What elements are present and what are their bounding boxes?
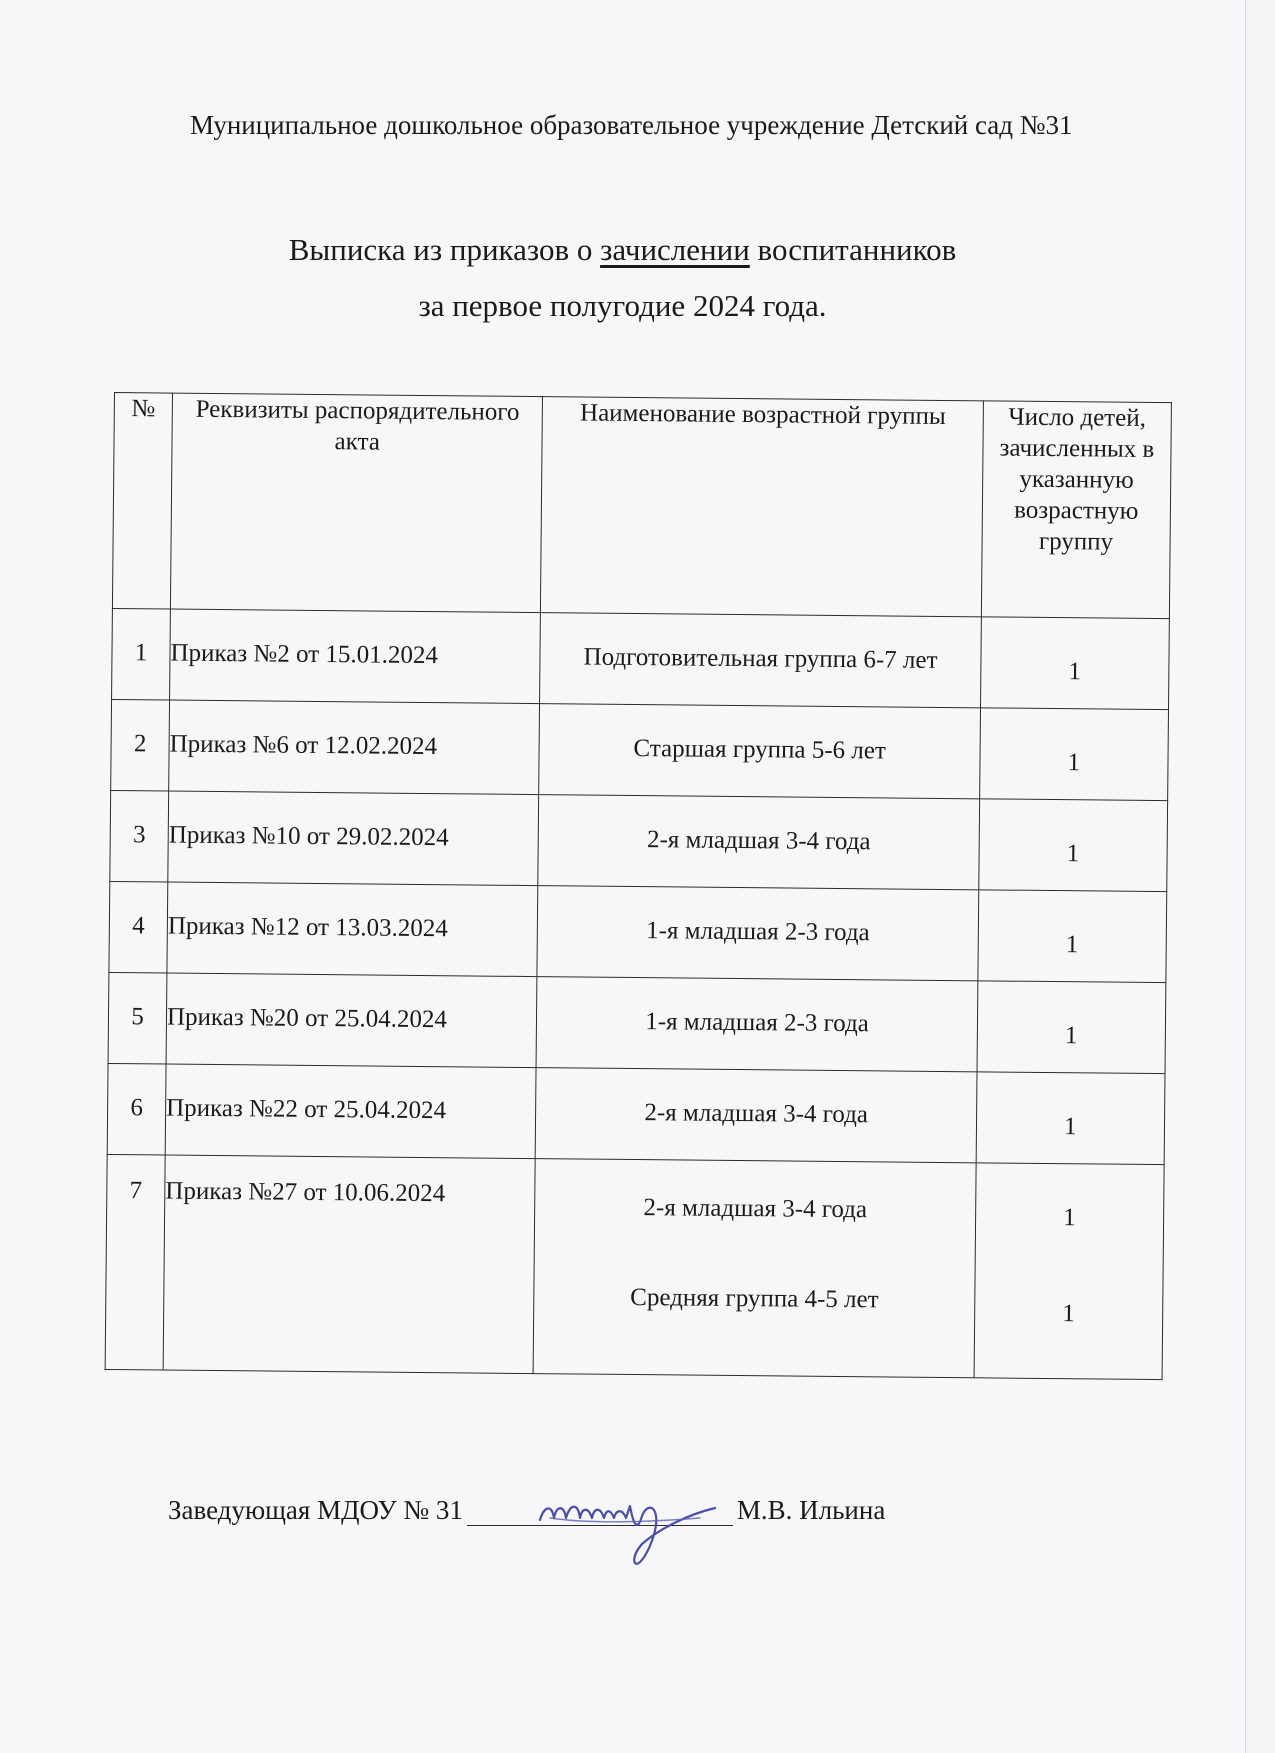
age-group: 1-я младшая 2-3 года — [536, 977, 977, 1072]
age-group: 2-я младшая 3-4 года — [643, 1194, 868, 1224]
organization-name: Муниципальное дошкольное образовательное учреждение Детский сад №31 — [190, 110, 1073, 140]
row-number: 3 — [110, 790, 169, 882]
row-number: 6 — [107, 1063, 166, 1155]
table-row — [111, 699, 1169, 800]
children-count: 1 — [979, 799, 1168, 892]
document-title — [0, 222, 1245, 334]
age-group: 2-я младшая 3-4 года — [536, 1068, 977, 1163]
row-number: 2 — [111, 699, 170, 791]
orders-table — [105, 392, 1172, 1380]
order-details: Приказ №27 от 10.06.2024 — [163, 1155, 535, 1374]
children-count: 1 — [978, 890, 1167, 983]
age-group-second: Средняя группа 4-5 лет — [630, 1283, 879, 1314]
title-line-1 — [0, 222, 1245, 278]
children-count-cell — [974, 1163, 1164, 1380]
row-number: 7 — [105, 1154, 165, 1370]
title-after: воспитанников — [749, 232, 957, 267]
children-count: 1 — [979, 708, 1168, 801]
age-group: 1-я младшая 2-3 года — [537, 886, 978, 981]
title-line-2: за первое полугодие 2024 года. — [418, 288, 827, 323]
children-count: 1 — [976, 1072, 1165, 1165]
column-header-age-group: Наименование возрастной группы — [541, 397, 983, 617]
table-row — [105, 1154, 1164, 1379]
age-group: Подготовительная группа 6-7 лет — [540, 613, 981, 708]
children-count: 1 — [977, 981, 1166, 1074]
handwritten-signature — [530, 1458, 720, 1568]
age-group: 2-я младшая 3-4 года — [538, 795, 979, 890]
signatory-position: Заведующая МДОУ № 31 — [168, 1495, 463, 1525]
row-number: 1 — [112, 608, 171, 700]
table-row — [109, 881, 1167, 982]
table-row — [112, 608, 1170, 709]
children-count: 1 — [980, 617, 1169, 710]
table-header-row — [112, 393, 1171, 619]
title-underlined: зачислении — [600, 232, 750, 267]
row-number: 5 — [108, 972, 167, 1064]
column-header-order-details: Реквизиты распорядительного акта — [170, 393, 542, 613]
age-group: Старшая группа 5-6 лет — [539, 704, 980, 799]
table-row — [107, 1063, 1165, 1164]
order-details: Приказ №20 от 25.04.2024 — [166, 973, 537, 1068]
signatory-name: М.В. Ильина — [736, 1495, 886, 1525]
signature-line — [168, 1495, 885, 1526]
table-row — [108, 972, 1166, 1073]
row-number: 4 — [109, 881, 168, 973]
title-before: Выписка из приказов о — [288, 232, 601, 267]
order-details: Приказ №2 от 15.01.2024 — [170, 609, 541, 704]
order-details: Приказ №12 от 13.03.2024 — [167, 882, 538, 977]
order-details: Приказ №22 от 25.04.2024 — [165, 1064, 536, 1159]
order-details: Приказ №10 от 29.02.2024 — [168, 791, 539, 886]
age-group-cell — [533, 1159, 975, 1378]
order-details: Приказ №6 от 12.02.2024 — [169, 700, 540, 795]
children-count: 1 — [1063, 1204, 1076, 1232]
table-row — [110, 790, 1168, 891]
children-count-second: 1 — [1062, 1300, 1075, 1328]
column-header-children-count: Число детей, зачисленных в указанную возрастную группу — [981, 401, 1171, 619]
column-header-number: № — [112, 393, 172, 610]
